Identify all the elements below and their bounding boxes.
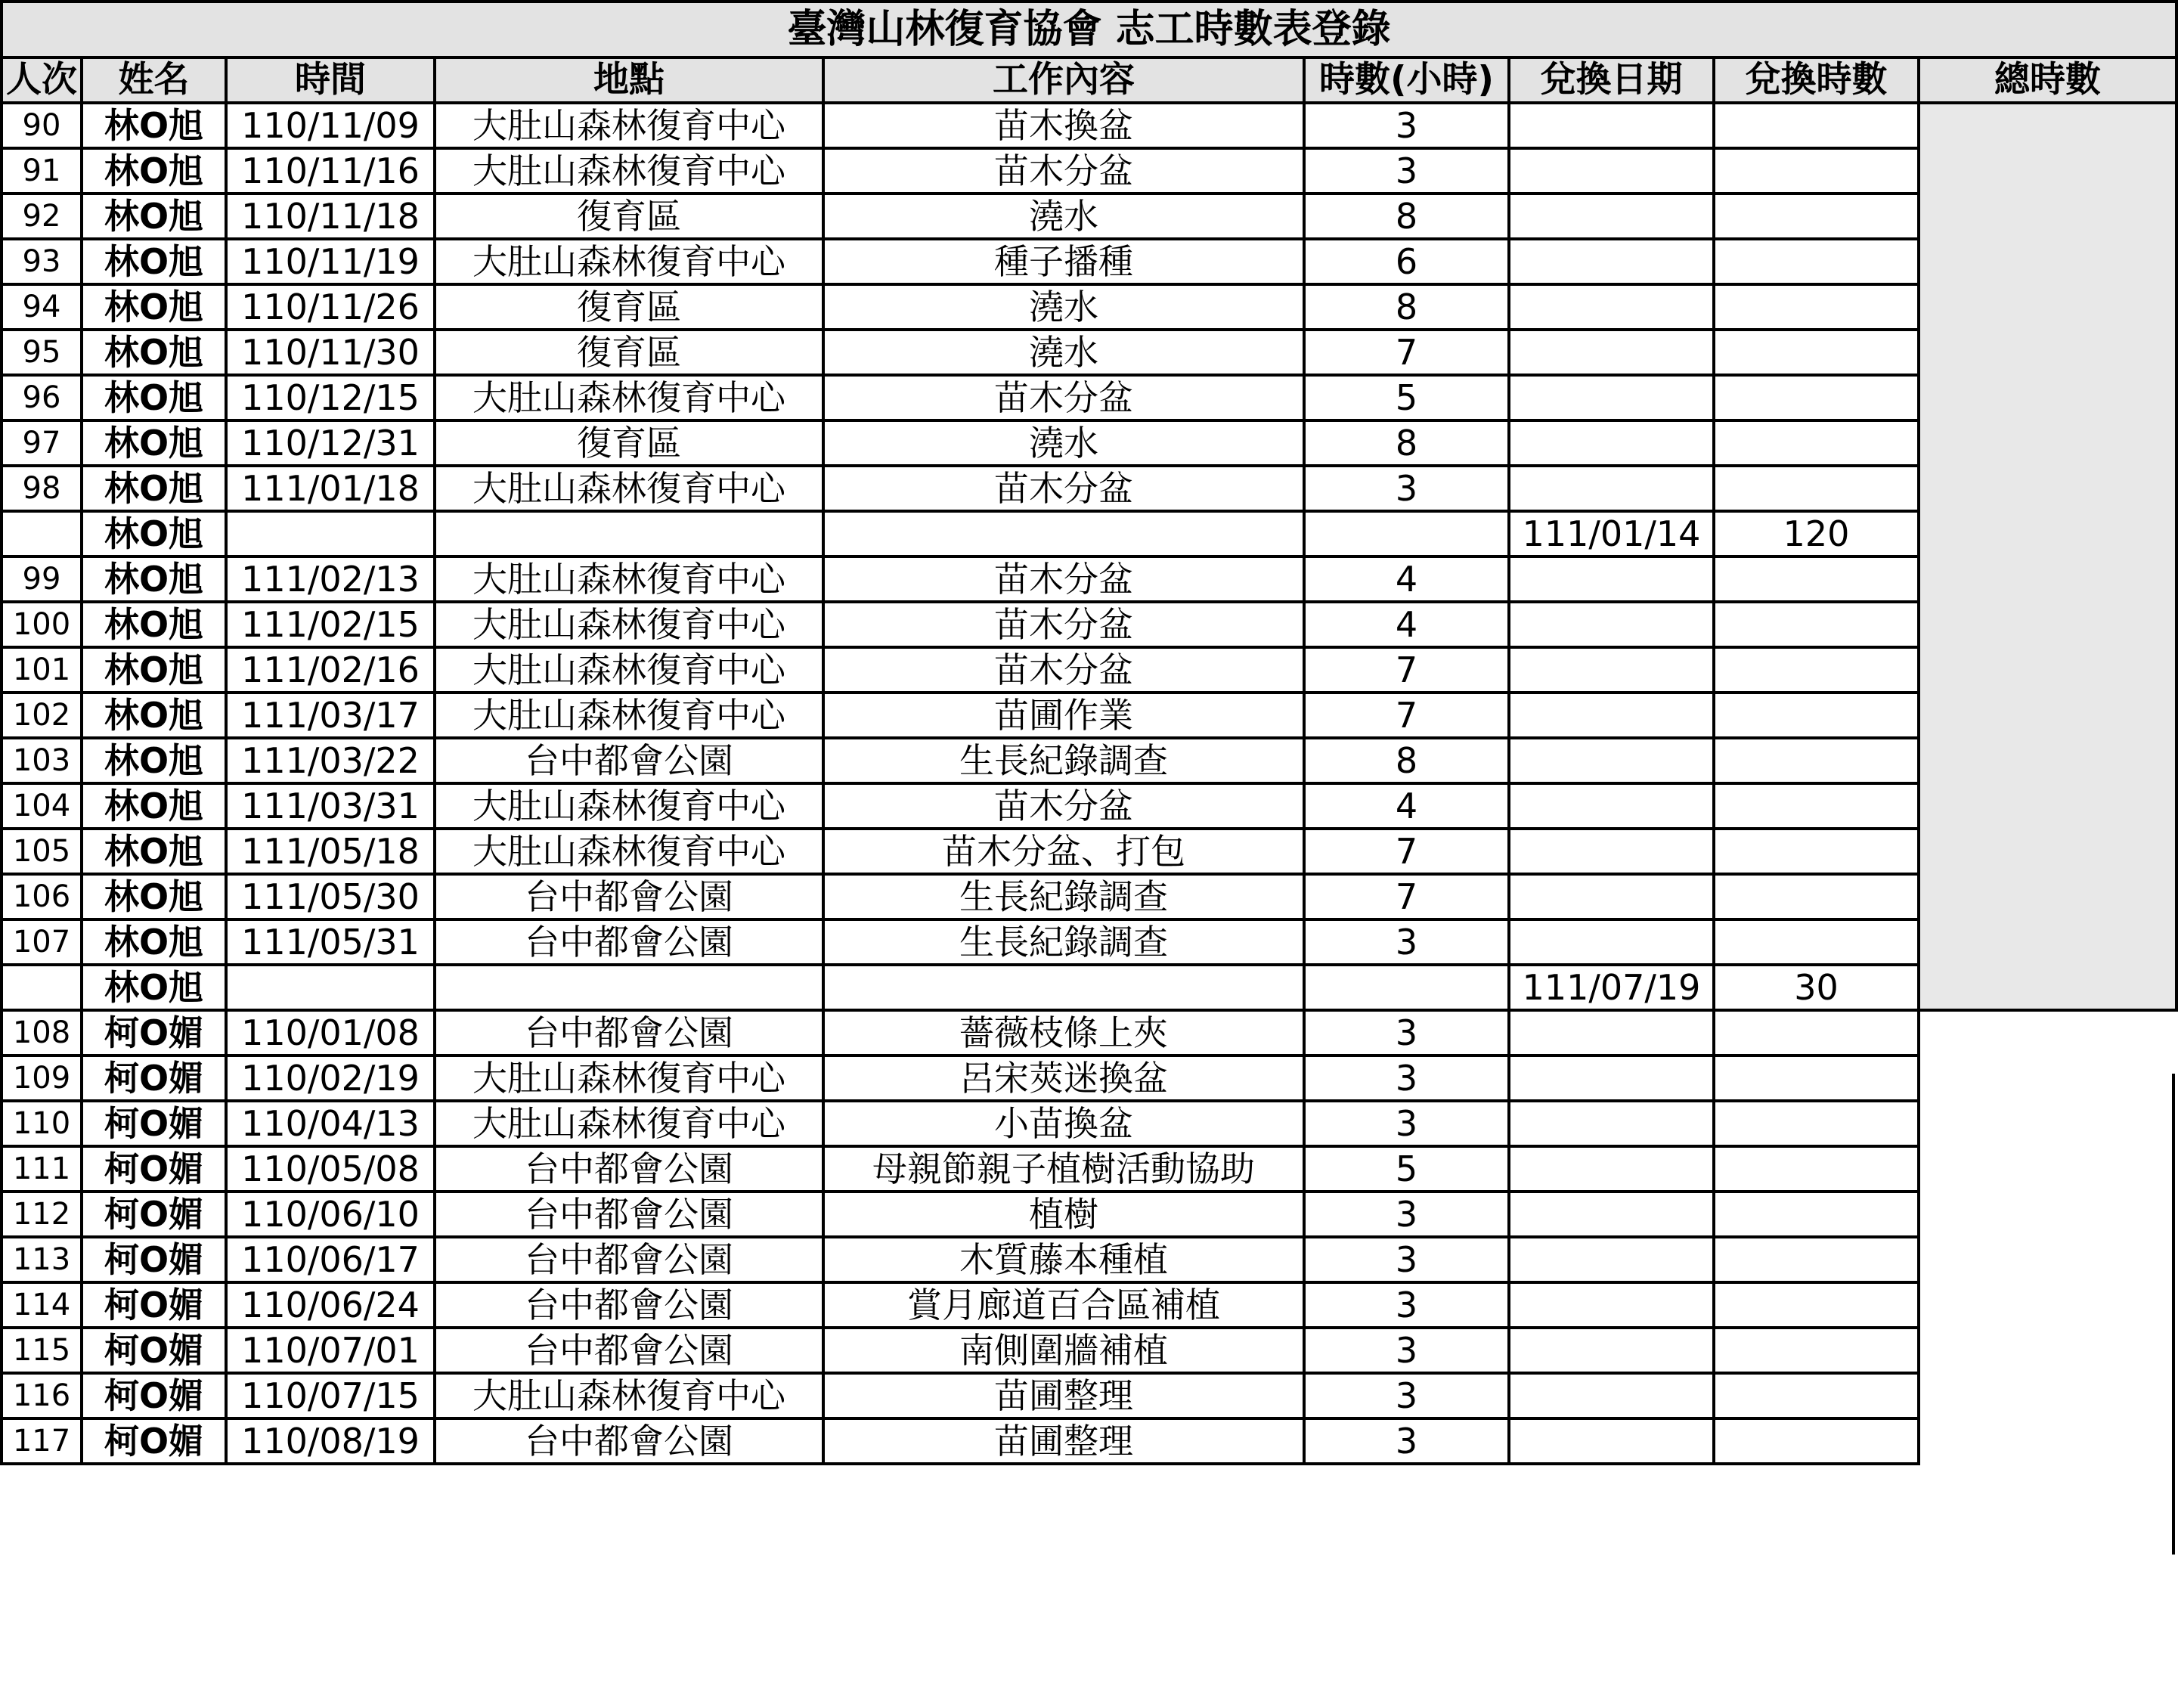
row-work: 苗木分盆、打包	[823, 829, 1304, 874]
table-row	[2, 239, 2176, 284]
row-name: 林O旭	[82, 375, 226, 420]
row-date: 111/05/18	[226, 829, 435, 874]
row-name: 林O旭	[82, 783, 226, 829]
row-redeem-hours	[1714, 330, 1919, 375]
row-place: 復育區	[435, 194, 823, 239]
row-redeem-hours	[1714, 466, 1919, 511]
table-row	[2, 602, 2176, 647]
table-row	[2, 874, 2176, 919]
row-redeem-hours	[1714, 1282, 1919, 1328]
row-redeem-hours	[1714, 738, 1919, 783]
row-date	[226, 965, 435, 1010]
row-name: 林O旭	[82, 829, 226, 874]
row-place: 台中都會公園	[435, 919, 823, 965]
row-place: 大肚山森林復育中心	[435, 602, 823, 647]
row-name: 林O旭	[82, 148, 226, 194]
row-redeem-date	[1509, 103, 1714, 148]
row-name: 林O旭	[82, 965, 226, 1010]
row-seq: 108	[2, 1010, 82, 1055]
row-redeem-date	[1509, 1010, 1714, 1055]
row-redeem-date	[1509, 148, 1714, 194]
row-date: 110/05/08	[226, 1146, 435, 1192]
row-date: 111/02/16	[226, 647, 435, 693]
row-hours: 8	[1304, 738, 1509, 783]
row-hours: 7	[1304, 874, 1509, 919]
row-name: 林O旭	[82, 738, 226, 783]
row-seq: 110	[2, 1101, 82, 1146]
row-date: 110/11/16	[226, 148, 435, 194]
row-name: 林O旭	[82, 874, 226, 919]
row-seq: 92	[2, 194, 82, 239]
row-date: 110/06/17	[226, 1237, 435, 1282]
row-redeem-date	[1509, 1101, 1714, 1146]
row-redeem-hours	[1714, 1010, 1919, 1055]
header-redeem-date: 兌換日期	[1509, 57, 1714, 103]
row-name: 林O旭	[82, 239, 226, 284]
table-row	[2, 693, 2176, 738]
header-name: 姓名	[82, 57, 226, 103]
row-work	[823, 511, 1304, 556]
row-redeem-date	[1509, 466, 1714, 511]
table-row	[2, 1146, 2176, 1192]
row-redeem-hours: 30	[1714, 965, 1919, 1010]
row-seq: 95	[2, 330, 82, 375]
row-seq: 106	[2, 874, 82, 919]
row-place: 台中都會公園	[435, 1237, 823, 1282]
row-place: 台中都會公園	[435, 1282, 823, 1328]
total-column-right-border	[2172, 1074, 2175, 1555]
table-row	[2, 1101, 2176, 1146]
row-redeem-hours	[1714, 1055, 1919, 1101]
row-seq: 102	[2, 693, 82, 738]
row-work: 苗木分盆	[823, 556, 1304, 602]
table-row	[2, 1418, 2176, 1464]
row-seq: 96	[2, 375, 82, 420]
row-seq: 116	[2, 1373, 82, 1418]
table-row	[2, 1237, 2176, 1282]
row-hours	[1304, 965, 1509, 1010]
row-seq: 103	[2, 738, 82, 783]
row-place: 大肚山森林復育中心	[435, 466, 823, 511]
row-work: 澆水	[823, 194, 1304, 239]
row-redeem-date	[1509, 874, 1714, 919]
row-seq: 105	[2, 829, 82, 874]
row-work: 薔薇枝條上夾	[823, 1010, 1304, 1055]
header-hours: 時數(小時)	[1304, 57, 1509, 103]
row-seq: 91	[2, 148, 82, 194]
row-work: 苗木分盆	[823, 466, 1304, 511]
row-place: 大肚山森林復育中心	[435, 693, 823, 738]
row-seq: 100	[2, 602, 82, 647]
row-name: 柯O媚	[82, 1418, 226, 1464]
row-place: 台中都會公園	[435, 738, 823, 783]
row-hours: 3	[1304, 1010, 1509, 1055]
row-total-merged	[1919, 103, 2176, 1010]
row-redeem-hours	[1714, 1418, 1919, 1464]
row-redeem-hours	[1714, 693, 1919, 738]
row-redeem-hours	[1714, 375, 1919, 420]
row-date: 110/11/18	[226, 194, 435, 239]
row-date: 110/08/19	[226, 1418, 435, 1464]
row-work: 苗木分盆	[823, 647, 1304, 693]
row-seq: 93	[2, 239, 82, 284]
row-work: 澆水	[823, 284, 1304, 330]
row-hours: 7	[1304, 330, 1509, 375]
row-work: 苗木分盆	[823, 375, 1304, 420]
row-work	[823, 965, 1304, 1010]
row-date: 111/02/15	[226, 602, 435, 647]
row-work: 生長紀錄調查	[823, 919, 1304, 965]
row-work: 賞月廊道百合區補植	[823, 1282, 1304, 1328]
row-date: 111/05/30	[226, 874, 435, 919]
row-work: 苗木換盆	[823, 103, 1304, 148]
row-hours: 7	[1304, 829, 1509, 874]
row-name: 柯O媚	[82, 1010, 226, 1055]
row-place: 大肚山森林復育中心	[435, 239, 823, 284]
row-name: 柯O媚	[82, 1237, 226, 1282]
row-redeem-date: 111/07/19	[1509, 965, 1714, 1010]
row-seq: 107	[2, 919, 82, 965]
table-row	[2, 375, 2176, 420]
row-seq: 114	[2, 1282, 82, 1328]
header-date: 時間	[226, 57, 435, 103]
row-hours: 7	[1304, 693, 1509, 738]
row-seq: 99	[2, 556, 82, 602]
row-redeem-hours	[1714, 194, 1919, 239]
row-hours: 5	[1304, 1146, 1509, 1192]
row-seq: 104	[2, 783, 82, 829]
table-row	[2, 1010, 2176, 1055]
row-redeem-hours	[1714, 1146, 1919, 1192]
table-row	[2, 148, 2176, 194]
row-name: 林O旭	[82, 647, 226, 693]
row-name: 林O旭	[82, 693, 226, 738]
row-place: 台中都會公園	[435, 1010, 823, 1055]
row-hours: 3	[1304, 1418, 1509, 1464]
row-redeem-hours: 120	[1714, 511, 1919, 556]
table-row	[2, 1192, 2176, 1237]
row-hours: 3	[1304, 1373, 1509, 1418]
row-place: 台中都會公園	[435, 1146, 823, 1192]
row-redeem-date	[1509, 375, 1714, 420]
row-redeem-hours	[1714, 556, 1919, 602]
row-work: 種子播種	[823, 239, 1304, 284]
row-redeem-date	[1509, 1373, 1714, 1418]
row-redeem-date	[1509, 1237, 1714, 1282]
row-redeem-hours	[1714, 1328, 1919, 1373]
row-date: 110/04/13	[226, 1101, 435, 1146]
row-hours: 5	[1304, 375, 1509, 420]
header-place: 地點	[435, 57, 823, 103]
row-work: 生長紀錄調查	[823, 874, 1304, 919]
header-total: 總時數	[1919, 57, 2176, 103]
row-redeem-hours	[1714, 1237, 1919, 1282]
row-redeem-date	[1509, 1282, 1714, 1328]
table-row	[2, 1373, 2176, 1418]
row-name: 林O旭	[82, 284, 226, 330]
row-seq: 117	[2, 1418, 82, 1464]
row-place: 大肚山森林復育中心	[435, 647, 823, 693]
row-redeem-date	[1509, 284, 1714, 330]
row-name: 林O旭	[82, 194, 226, 239]
table-row	[2, 466, 2176, 511]
header-row	[2, 57, 2176, 103]
row-place: 大肚山森林復育中心	[435, 1055, 823, 1101]
row-name: 柯O媚	[82, 1101, 226, 1146]
row-redeem-date	[1509, 783, 1714, 829]
table-row	[2, 919, 2176, 965]
table-row	[2, 511, 2176, 556]
row-name: 林O旭	[82, 511, 226, 556]
row-work: 苗圃整理	[823, 1418, 1304, 1464]
row-redeem-hours	[1714, 103, 1919, 148]
row-seq: 112	[2, 1192, 82, 1237]
row-date: 110/02/19	[226, 1055, 435, 1101]
row-total-merged-2	[1919, 1010, 2176, 1464]
row-place: 復育區	[435, 330, 823, 375]
row-date: 110/12/15	[226, 375, 435, 420]
row-work: 澆水	[823, 330, 1304, 375]
row-hours	[1304, 511, 1509, 556]
row-date: 110/07/15	[226, 1373, 435, 1418]
row-name: 柯O媚	[82, 1282, 226, 1328]
table-row	[2, 829, 2176, 874]
row-name: 柯O媚	[82, 1146, 226, 1192]
row-hours: 8	[1304, 420, 1509, 466]
row-date: 111/03/17	[226, 693, 435, 738]
row-date: 110/12/31	[226, 420, 435, 466]
row-place	[435, 511, 823, 556]
row-seq: 115	[2, 1328, 82, 1373]
row-place: 大肚山森林復育中心	[435, 103, 823, 148]
row-redeem-date	[1509, 1328, 1714, 1373]
row-redeem-date	[1509, 738, 1714, 783]
row-date: 110/06/10	[226, 1192, 435, 1237]
sheet-title: 臺灣山林復育協會 志工時數表登錄	[2, 2, 2176, 57]
row-redeem-date	[1509, 1192, 1714, 1237]
row-redeem-hours	[1714, 420, 1919, 466]
row-place	[435, 965, 823, 1010]
row-work: 苗木分盆	[823, 783, 1304, 829]
row-hours: 4	[1304, 783, 1509, 829]
row-name: 林O旭	[82, 602, 226, 647]
row-work: 苗圃作業	[823, 693, 1304, 738]
row-name: 林O旭	[82, 466, 226, 511]
row-place: 大肚山森林復育中心	[435, 148, 823, 194]
row-place: 台中都會公園	[435, 1418, 823, 1464]
row-seq	[2, 965, 82, 1010]
row-place: 台中都會公園	[435, 1192, 823, 1237]
row-redeem-hours	[1714, 148, 1919, 194]
row-date: 110/11/19	[226, 239, 435, 284]
row-redeem-date	[1509, 1418, 1714, 1464]
row-date: 111/05/31	[226, 919, 435, 965]
row-name: 柯O媚	[82, 1373, 226, 1418]
row-redeem-date	[1509, 420, 1714, 466]
row-redeem-hours	[1714, 829, 1919, 874]
row-redeem-hours	[1714, 602, 1919, 647]
row-name: 柯O媚	[82, 1328, 226, 1373]
row-hours: 8	[1304, 284, 1509, 330]
row-work: 苗圃整理	[823, 1373, 1304, 1418]
row-date: 110/11/09	[226, 103, 435, 148]
header-work: 工作內容	[823, 57, 1304, 103]
row-hours: 6	[1304, 239, 1509, 284]
row-redeem-hours	[1714, 783, 1919, 829]
row-date: 110/06/24	[226, 1282, 435, 1328]
row-work: 苗木分盆	[823, 148, 1304, 194]
table-row	[2, 556, 2176, 602]
row-hours: 7	[1304, 647, 1509, 693]
row-date: 110/01/08	[226, 1010, 435, 1055]
row-redeem-hours	[1714, 919, 1919, 965]
row-date: 110/11/26	[226, 284, 435, 330]
table-row	[2, 284, 2176, 330]
row-work: 小苗換盆	[823, 1101, 1304, 1146]
row-place: 台中都會公園	[435, 1328, 823, 1373]
table-row	[2, 420, 2176, 466]
row-hours: 3	[1304, 1328, 1509, 1373]
table-row	[2, 1328, 2176, 1373]
row-place: 台中都會公園	[435, 874, 823, 919]
row-place: 大肚山森林復育中心	[435, 375, 823, 420]
row-name: 林O旭	[82, 420, 226, 466]
row-redeem-hours	[1714, 1373, 1919, 1418]
row-redeem-date	[1509, 693, 1714, 738]
row-redeem-date	[1509, 1146, 1714, 1192]
row-seq: 113	[2, 1237, 82, 1282]
row-date: 111/02/13	[226, 556, 435, 602]
row-hours: 3	[1304, 103, 1509, 148]
row-seq: 111	[2, 1146, 82, 1192]
row-date: 111/03/22	[226, 738, 435, 783]
table-row	[2, 965, 2176, 1010]
row-redeem-hours	[1714, 1192, 1919, 1237]
row-place: 大肚山森林復育中心	[435, 783, 823, 829]
row-work: 木質藤本種植	[823, 1237, 1304, 1282]
row-redeem-date	[1509, 829, 1714, 874]
row-redeem-date: 111/01/14	[1509, 511, 1714, 556]
row-hours: 8	[1304, 194, 1509, 239]
row-redeem-hours	[1714, 1101, 1919, 1146]
row-redeem-hours	[1714, 239, 1919, 284]
row-date: 111/01/18	[226, 466, 435, 511]
row-hours: 3	[1304, 919, 1509, 965]
row-hours: 4	[1304, 602, 1509, 647]
row-seq: 94	[2, 284, 82, 330]
row-name: 林O旭	[82, 556, 226, 602]
row-redeem-hours	[1714, 284, 1919, 330]
row-name: 林O旭	[82, 919, 226, 965]
row-date: 111/03/31	[226, 783, 435, 829]
row-work: 植樹	[823, 1192, 1304, 1237]
row-seq: 101	[2, 647, 82, 693]
row-redeem-date	[1509, 919, 1714, 965]
table-row	[2, 647, 2176, 693]
row-name: 柯O媚	[82, 1055, 226, 1101]
row-redeem-date	[1509, 330, 1714, 375]
table-row	[2, 194, 2176, 239]
row-hours: 3	[1304, 1237, 1509, 1282]
table-row	[2, 738, 2176, 783]
table-row	[2, 330, 2176, 375]
row-work: 澆水	[823, 420, 1304, 466]
row-work: 苗木分盆	[823, 602, 1304, 647]
row-redeem-date	[1509, 1055, 1714, 1101]
row-work: 呂宋莢迷換盆	[823, 1055, 1304, 1101]
header-seq: 人次	[2, 57, 82, 103]
table-row	[2, 1055, 2176, 1101]
table-row	[2, 103, 2176, 148]
row-seq: 109	[2, 1055, 82, 1101]
row-date: 110/07/01	[226, 1328, 435, 1373]
row-place: 復育區	[435, 284, 823, 330]
row-date: 110/11/30	[226, 330, 435, 375]
row-hours: 4	[1304, 556, 1509, 602]
table-body	[2, 103, 2176, 1464]
row-redeem-date	[1509, 239, 1714, 284]
row-redeem-hours	[1714, 874, 1919, 919]
row-place: 大肚山森林復育中心	[435, 556, 823, 602]
row-place: 大肚山森林復育中心	[435, 1373, 823, 1418]
row-hours: 3	[1304, 1055, 1509, 1101]
row-redeem-date	[1509, 647, 1714, 693]
row-place: 大肚山森林復育中心	[435, 829, 823, 874]
table-row	[2, 1282, 2176, 1328]
row-name: 柯O媚	[82, 1192, 226, 1237]
row-redeem-hours	[1714, 647, 1919, 693]
row-redeem-date	[1509, 556, 1714, 602]
row-work: 生長紀錄調查	[823, 738, 1304, 783]
row-redeem-date	[1509, 602, 1714, 647]
row-hours: 3	[1304, 466, 1509, 511]
row-work: 南側圍牆補植	[823, 1328, 1304, 1373]
row-hours: 3	[1304, 148, 1509, 194]
row-seq: 90	[2, 103, 82, 148]
row-work: 母親節親子植樹活動協助	[823, 1146, 1304, 1192]
row-seq	[2, 511, 82, 556]
row-name: 林O旭	[82, 330, 226, 375]
row-hours: 3	[1304, 1192, 1509, 1237]
row-date	[226, 511, 435, 556]
row-place: 大肚山森林復育中心	[435, 1101, 823, 1146]
row-hours: 3	[1304, 1282, 1509, 1328]
row-name: 林O旭	[82, 103, 226, 148]
row-seq: 98	[2, 466, 82, 511]
row-hours: 3	[1304, 1101, 1509, 1146]
table-row	[2, 783, 2176, 829]
row-redeem-date	[1509, 194, 1714, 239]
row-place: 復育區	[435, 420, 823, 466]
row-seq: 97	[2, 420, 82, 466]
header-redeem-hours: 兌換時數	[1714, 57, 1919, 103]
